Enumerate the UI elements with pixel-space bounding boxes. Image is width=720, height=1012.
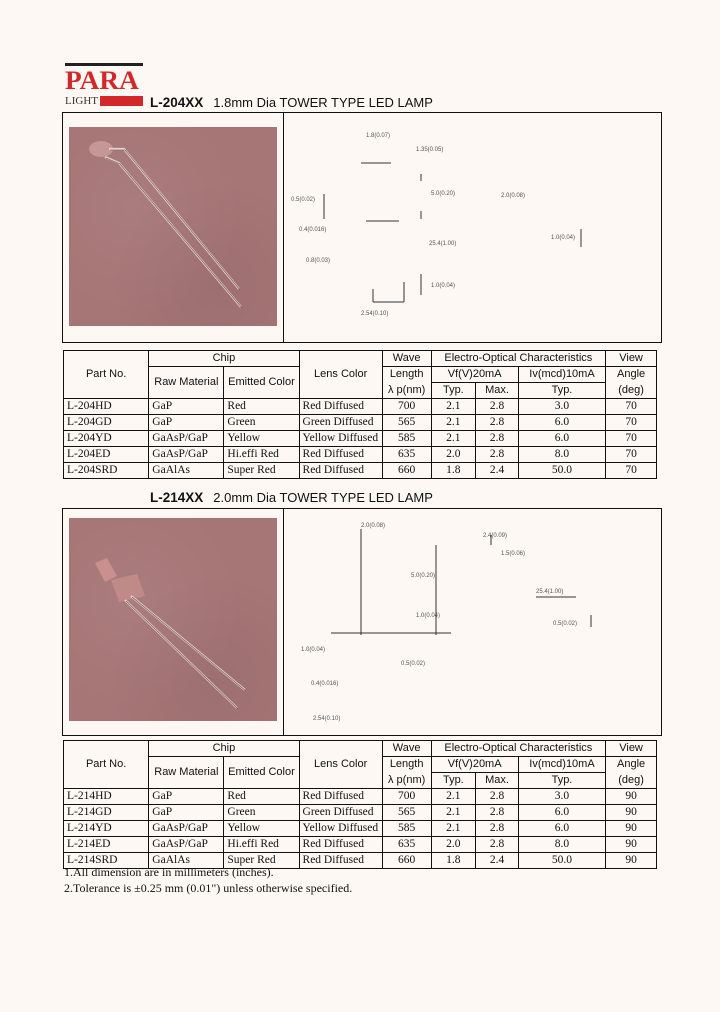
- svg-text:0.8(0.03): 0.8(0.03): [306, 258, 331, 264]
- cell-material: GaAsP/GaP: [149, 821, 224, 837]
- cell-part: L-204GD: [64, 415, 149, 431]
- cell-iv-typ: 6.0: [518, 431, 605, 447]
- table-row: [64, 463, 657, 479]
- svg-text:1.35(0.05): 1.35(0.05): [416, 147, 444, 153]
- header-raw-material: Raw Material: [149, 367, 224, 399]
- cell-emitted: Yellow: [224, 431, 299, 447]
- svg-text:0.5(0.02): 0.5(0.02): [291, 197, 316, 203]
- cell-material: GaP: [149, 805, 224, 821]
- section-2-desc: 2.0mm Dia TOWER TYPE LED LAMP: [213, 490, 433, 505]
- header-wave-3: λ p(nm): [382, 773, 431, 789]
- header-view-1: View: [606, 741, 657, 757]
- cell-angle: 70: [606, 415, 657, 431]
- header-vf: Vf(V)20mA: [431, 757, 518, 773]
- header-wave-1: Wave: [382, 351, 431, 367]
- cell-iv-typ: 50.0: [518, 463, 605, 479]
- spec-table-l204: [63, 350, 657, 479]
- section-1-desc: 1.8mm Dia TOWER TYPE LED LAMP: [213, 95, 433, 110]
- logo-brand: PARA: [65, 66, 139, 95]
- cell-lens: Red Diffused: [299, 463, 382, 479]
- led-photo-l204: [69, 127, 277, 326]
- svg-text:5.0(0.20): 5.0(0.20): [431, 191, 456, 197]
- figure-divider: [283, 113, 284, 342]
- cell-vf-typ: 2.1: [431, 821, 476, 837]
- dimension-drawing-l214: [291, 515, 656, 730]
- svg-text:5.0(0.20): 5.0(0.20): [411, 573, 436, 579]
- svg-text:1.5(0.06): 1.5(0.06): [501, 551, 526, 557]
- header-part-no: Part No.: [64, 351, 149, 399]
- header-emitted-color: Emitted Color: [224, 757, 299, 789]
- table-row: [64, 415, 657, 431]
- header-chip: Chip: [149, 741, 299, 757]
- svg-text:2.54(0.10): 2.54(0.10): [313, 716, 341, 722]
- section-1-figure-box: [62, 112, 662, 343]
- svg-text:0.5(0.02): 0.5(0.02): [401, 661, 426, 667]
- header-vf-max: Max.: [476, 383, 519, 399]
- header-view-2: Angle: [606, 367, 657, 383]
- header-iv-typ: Typ.: [518, 383, 605, 399]
- cell-angle: 90: [606, 853, 657, 869]
- svg-text:25.4(1.00): 25.4(1.00): [536, 589, 564, 595]
- section-2-title: [150, 490, 433, 505]
- cell-vf-typ: 2.1: [431, 805, 476, 821]
- cell-emitted: Super Red: [224, 853, 299, 869]
- cell-vf-max: 2.8: [476, 431, 519, 447]
- cell-part: L-204ED: [64, 447, 149, 463]
- svg-text:0.5(0.02): 0.5(0.02): [553, 621, 578, 627]
- cell-iv-typ: 6.0: [518, 415, 605, 431]
- cell-part: L-214ED: [64, 837, 149, 853]
- cell-iv-typ: 3.0: [518, 789, 605, 805]
- cell-lens: Green Diffused: [299, 805, 382, 821]
- cell-vf-max: 2.8: [476, 821, 519, 837]
- cell-vf-typ: 2.1: [431, 415, 476, 431]
- cell-vf-max: 2.8: [476, 399, 519, 415]
- section-1-model: L-204XX: [150, 95, 204, 110]
- cell-emitted: Green: [224, 805, 299, 821]
- cell-angle: 90: [606, 837, 657, 853]
- spec-table-l214: [63, 740, 657, 869]
- led-photo-l214: [69, 518, 277, 721]
- cell-wave: 565: [382, 805, 431, 821]
- cell-vf-max: 2.8: [476, 447, 519, 463]
- note-dimensions: 1.All dimension are in millimeters (inches).: [64, 865, 274, 879]
- cell-angle: 70: [606, 447, 657, 463]
- svg-text:0.4(0.016): 0.4(0.016): [299, 227, 327, 233]
- cell-wave: 565: [382, 415, 431, 431]
- header-chip: Chip: [149, 351, 299, 367]
- cell-lens: Green Diffused: [299, 415, 382, 431]
- cell-part: L-214GD: [64, 805, 149, 821]
- svg-text:2.54(0.10): 2.54(0.10): [361, 311, 389, 317]
- cell-vf-typ: 2.1: [431, 431, 476, 447]
- figure-divider: [283, 509, 284, 735]
- header-lens-color: Lens Color: [299, 351, 382, 399]
- cell-emitted: Yellow: [224, 821, 299, 837]
- header-emitted-color: Emitted Color: [224, 367, 299, 399]
- svg-text:1.0(0.04): 1.0(0.04): [431, 283, 456, 289]
- cell-angle: 90: [606, 821, 657, 837]
- table-row: [64, 805, 657, 821]
- header-wave-2: Length: [382, 757, 431, 773]
- cell-part: L-204HD: [64, 399, 149, 415]
- cell-emitted: Green: [224, 415, 299, 431]
- cell-iv-typ: 50.0: [518, 853, 605, 869]
- cell-vf-max: 2.8: [476, 837, 519, 853]
- header-vf-typ: Typ.: [431, 383, 476, 399]
- cell-lens: Yellow Diffused: [299, 431, 382, 447]
- section-2-figure-box: [62, 508, 662, 736]
- cell-vf-typ: 2.0: [431, 837, 476, 853]
- svg-text:1.0(0.04): 1.0(0.04): [551, 235, 576, 241]
- svg-text:2.0(0.08): 2.0(0.08): [361, 523, 386, 529]
- cell-wave: 585: [382, 431, 431, 447]
- logo-sub-text: LIGHT: [65, 95, 98, 107]
- cell-vf-max: 2.4: [476, 853, 519, 869]
- cell-vf-typ: 2.1: [431, 399, 476, 415]
- table-row: [64, 399, 657, 415]
- header-wave-1: Wave: [382, 741, 431, 757]
- cell-lens: Red Diffused: [299, 447, 382, 463]
- cell-vf-typ: 2.0: [431, 447, 476, 463]
- cell-material: GaP: [149, 399, 224, 415]
- logo-red-bar: [100, 96, 143, 106]
- header-vf-max: Max.: [476, 773, 519, 789]
- header-vf: Vf(V)20mA: [431, 367, 518, 383]
- cell-iv-typ: 6.0: [518, 821, 605, 837]
- header-raw-material: Raw Material: [149, 757, 224, 789]
- cell-lens: Red Diffused: [299, 837, 382, 853]
- cell-wave: 585: [382, 821, 431, 837]
- cell-vf-max: 2.8: [476, 805, 519, 821]
- logo-sub: [65, 95, 143, 107]
- header-lens-color: Lens Color: [299, 741, 382, 789]
- header-wave-3: λ p(nm): [382, 383, 431, 399]
- cell-iv-typ: 8.0: [518, 447, 605, 463]
- cell-material: GaAlAs: [149, 853, 224, 869]
- cell-lens: Red Diffused: [299, 399, 382, 415]
- cell-vf-max: 2.8: [476, 415, 519, 431]
- cell-material: GaP: [149, 415, 224, 431]
- cell-lens: Red Diffused: [299, 789, 382, 805]
- svg-text:1.0(0.04): 1.0(0.04): [416, 613, 441, 619]
- cell-part: L-204YD: [64, 431, 149, 447]
- header-view-1: View: [606, 351, 657, 367]
- cell-wave: 660: [382, 463, 431, 479]
- cell-iv-typ: 6.0: [518, 805, 605, 821]
- cell-angle: 70: [606, 463, 657, 479]
- cell-emitted: Super Red: [224, 463, 299, 479]
- led-l204-illustration: [69, 127, 277, 326]
- header-part-no: Part No.: [64, 741, 149, 789]
- led-l214-illustration: [69, 518, 277, 721]
- cell-emitted: Hi.effi Red: [224, 447, 299, 463]
- cell-part: L-204SRD: [64, 463, 149, 479]
- header-iv: Iv(mcd)10mA: [518, 757, 605, 773]
- svg-text:0.4(0.016): 0.4(0.016): [311, 681, 339, 687]
- header-wave-2: Length: [382, 367, 431, 383]
- header-view-3: (deg): [606, 383, 657, 399]
- cell-vf-typ: 2.1: [431, 789, 476, 805]
- header-vf-typ: Typ.: [431, 773, 476, 789]
- dimension-drawing-l204: [291, 119, 656, 334]
- cell-vf-max: 2.4: [476, 463, 519, 479]
- cell-emitted: Red: [224, 789, 299, 805]
- header-eoc: Electro-Optical Characteristics: [431, 351, 606, 367]
- cell-part: L-214YD: [64, 821, 149, 837]
- svg-text:1.0(0.04): 1.0(0.04): [301, 647, 326, 653]
- cell-material: GaP: [149, 789, 224, 805]
- para-light-logo: [65, 63, 143, 107]
- table-row: [64, 789, 657, 805]
- cell-lens: Yellow Diffused: [299, 821, 382, 837]
- section-1-title: [150, 95, 433, 110]
- header-eoc: Electro-Optical Characteristics: [431, 741, 606, 757]
- header-view-2: Angle: [606, 757, 657, 773]
- section-2-model: L-214XX: [150, 490, 204, 505]
- cell-iv-typ: 3.0: [518, 399, 605, 415]
- cell-vf-max: 2.8: [476, 789, 519, 805]
- cell-part: L-214HD: [64, 789, 149, 805]
- cell-wave: 635: [382, 837, 431, 853]
- cell-iv-typ: 8.0: [518, 837, 605, 853]
- cell-material: GaAsP/GaP: [149, 837, 224, 853]
- cell-vf-typ: 1.8: [431, 463, 476, 479]
- cell-material: GaAsP/GaP: [149, 447, 224, 463]
- svg-text:2.4(0.09): 2.4(0.09): [483, 533, 508, 539]
- cell-wave: 635: [382, 447, 431, 463]
- svg-text:2.0(0.08): 2.0(0.08): [501, 193, 526, 199]
- table-row: [64, 447, 657, 463]
- cell-angle: 90: [606, 789, 657, 805]
- cell-emitted: Hi.effi Red: [224, 837, 299, 853]
- note-tolerance: 2.Tolerance is ±0.25 mm (0.01") unless otherwise specified.: [64, 881, 353, 895]
- cell-vf-typ: 1.8: [431, 853, 476, 869]
- svg-text:1.8(0.07): 1.8(0.07): [366, 133, 391, 139]
- cell-wave: 700: [382, 789, 431, 805]
- svg-text:25.4(1.00): 25.4(1.00): [429, 241, 457, 247]
- cell-emitted: Red: [224, 399, 299, 415]
- header-view-3: (deg): [606, 773, 657, 789]
- table-row: [64, 837, 657, 853]
- table-row: [64, 821, 657, 837]
- cell-material: GaAsP/GaP: [149, 431, 224, 447]
- cell-material: GaAlAs: [149, 463, 224, 479]
- cell-angle: 70: [606, 431, 657, 447]
- table-row: [64, 431, 657, 447]
- cell-wave: 700: [382, 399, 431, 415]
- header-iv: Iv(mcd)10mA: [518, 367, 605, 383]
- cell-part: L-214SRD: [64, 853, 149, 869]
- cell-wave: 660: [382, 853, 431, 869]
- cell-angle: 90: [606, 805, 657, 821]
- header-iv-typ: Typ.: [518, 773, 605, 789]
- cell-lens: Red Diffused: [299, 853, 382, 869]
- cell-angle: 70: [606, 399, 657, 415]
